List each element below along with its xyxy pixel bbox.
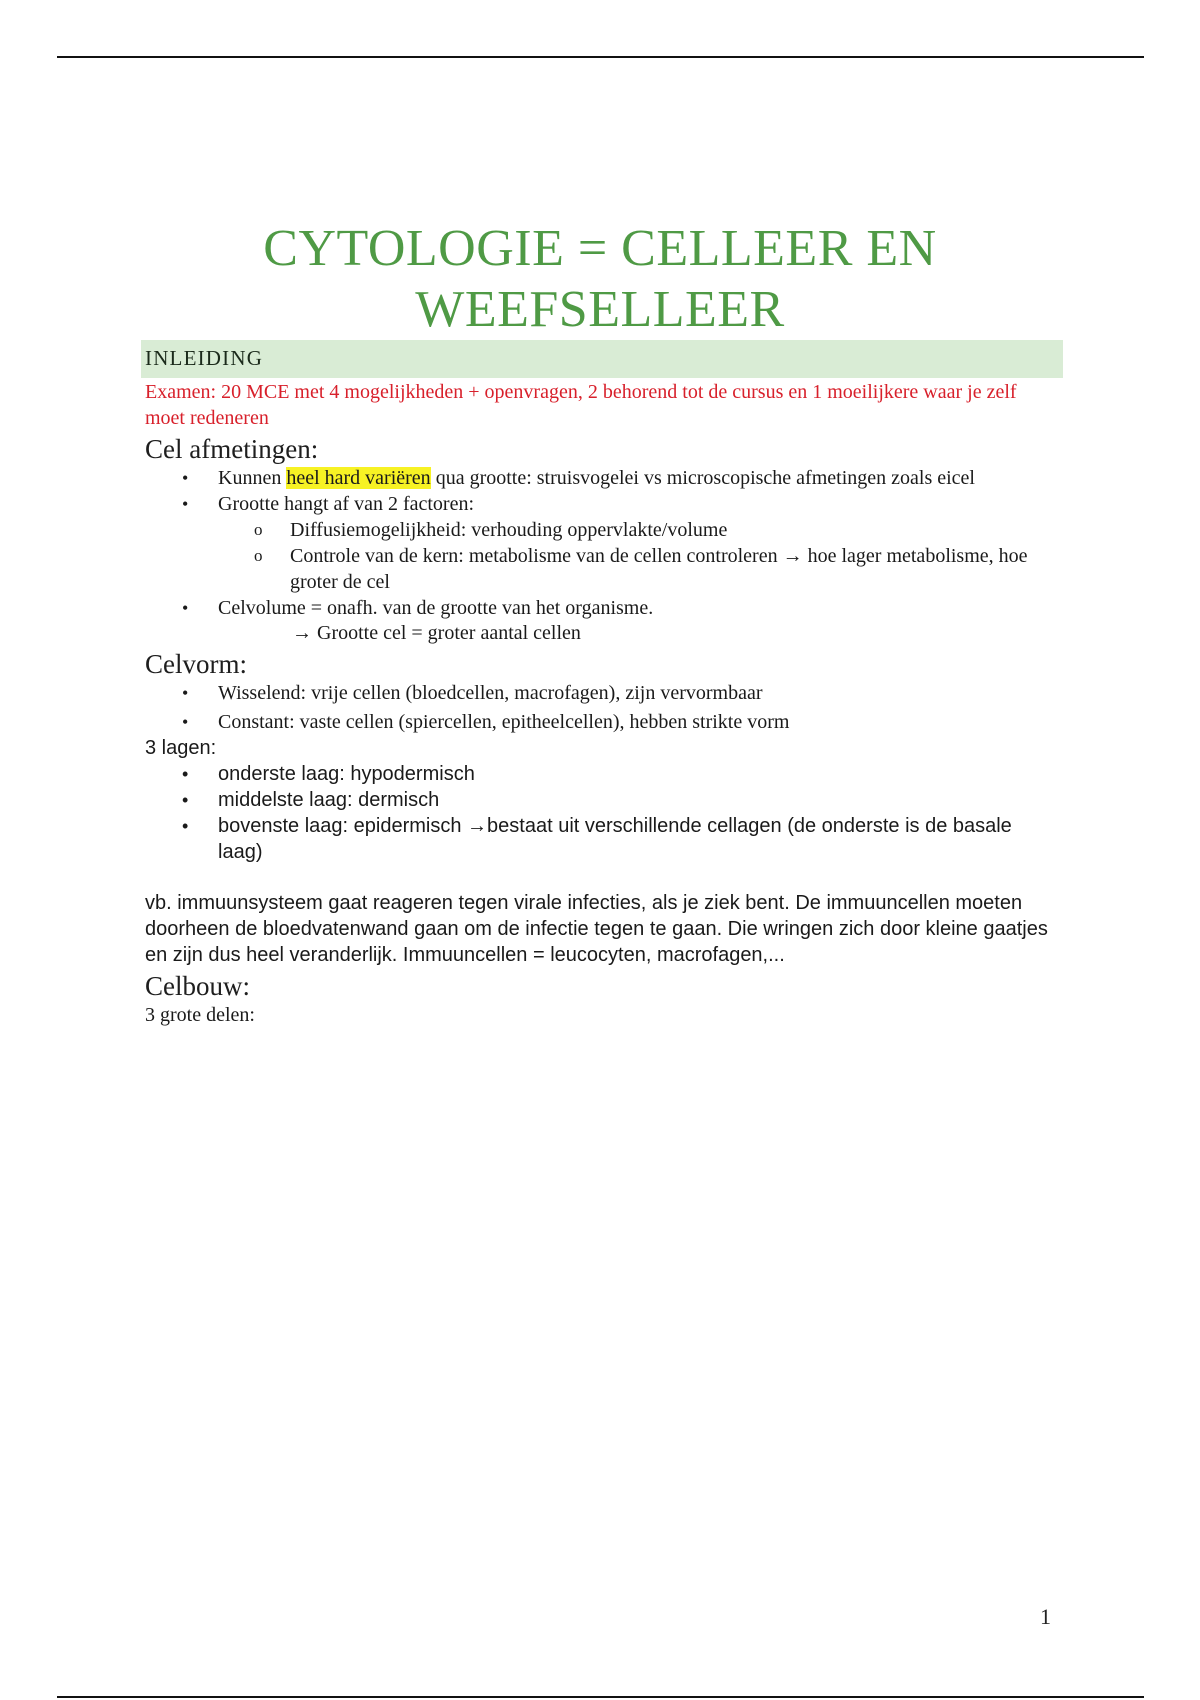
heading-celvorm: Celvorm: (145, 649, 247, 679)
item-text: Grootte hangt af van 2 factoren: (218, 493, 475, 515)
sub-list-item (145, 543, 1060, 595)
celbouw-text: 3 grote delen: (145, 1004, 255, 1026)
bullet-icon: • (182, 683, 189, 703)
heading-celbouw: Celbouw: (145, 971, 250, 1001)
cel-afmetingen-list (145, 465, 1060, 621)
bullet-icon: • (182, 712, 189, 732)
bullet-icon: • (182, 598, 189, 618)
arrow-note: → Grootte cel = groter aantal cellen (292, 622, 581, 644)
item-text-pre: Kunnen (218, 467, 287, 489)
circle-bullet-icon: o (254, 520, 263, 539)
item-text: Constant: vaste cellen (spiercellen, epitheelcellen), hebben strikte vorm (218, 711, 790, 733)
list-item (145, 465, 1060, 491)
item-text: bovenste laag: epidermisch →bestaat uit verschillende cellagen (de onderste is de basale laag) (218, 815, 1012, 863)
heading-cel-afmetingen: Cel afmetingen: (145, 434, 319, 464)
sub-item-text: Diffusiemogelijkheid: verhouding oppervlakte/volume (290, 519, 728, 541)
bullet-icon: • (182, 816, 189, 836)
list-item (145, 787, 1060, 813)
bullet-icon: • (182, 764, 189, 784)
list-item (145, 761, 1060, 787)
page-content (145, 340, 1060, 1028)
list-item (145, 491, 1060, 517)
exam-note: Examen: 20 MCE met 4 mogelijkheden + openvragen, 2 behorend tot de cursus en 1 moeilijkere waar je zelf moet redeneren (145, 381, 1017, 429)
example-paragraph: vb. immuunsysteem gaat reageren tegen virale infecties, als je ziek bent. De immuuncellen moeten doorheen de bloedvatenwand gaan om de infectie tegen te gaan. Die wringen zich door kleine gaatjes en zijn dus heel veranderlijk. Immuuncellen = leucocyten, macrofagen,... (145, 892, 1048, 966)
footer-rule (57, 1696, 1144, 1698)
sub-list-item (145, 517, 1060, 543)
item-text: Wisselend: vrije cellen (bloedcellen, macrofagen), zijn vervormbaar (218, 682, 763, 704)
list-item (145, 595, 1060, 621)
list-item (145, 709, 1060, 735)
item-text: Celvolume = onafh. van de grootte van het organisme. (218, 597, 654, 619)
header-rule (57, 56, 1144, 58)
list-item (145, 813, 1060, 865)
bullet-icon: • (182, 790, 189, 810)
bullet-icon: • (182, 494, 189, 514)
celvorm-list (145, 680, 1060, 735)
section-heading: INLEIDING (141, 340, 1063, 378)
page-number: 1 (1040, 1604, 1051, 1629)
document-title: CYTOLOGIE = CELLEER EN WEEFSELLEER (263, 220, 937, 338)
list-item (145, 680, 1060, 706)
item-text: onderste laag: hypodermisch (218, 763, 475, 785)
lagen-list (145, 761, 1060, 865)
bullet-icon: • (182, 468, 189, 488)
item-text: middelste laag: dermisch (218, 789, 440, 811)
highlighted-text: heel hard variëren (286, 467, 431, 489)
heading-lagen: 3 lagen: (145, 737, 217, 759)
sub-item-text: Controle van de kern: metabolisme van de cellen controleren → hoe lager metabolisme, hoe groter de cel (290, 545, 1028, 593)
item-text-post: qua grootte: struisvogelei vs microscopische afmetingen zoals eicel (430, 467, 975, 489)
circle-bullet-icon: o (254, 546, 263, 565)
